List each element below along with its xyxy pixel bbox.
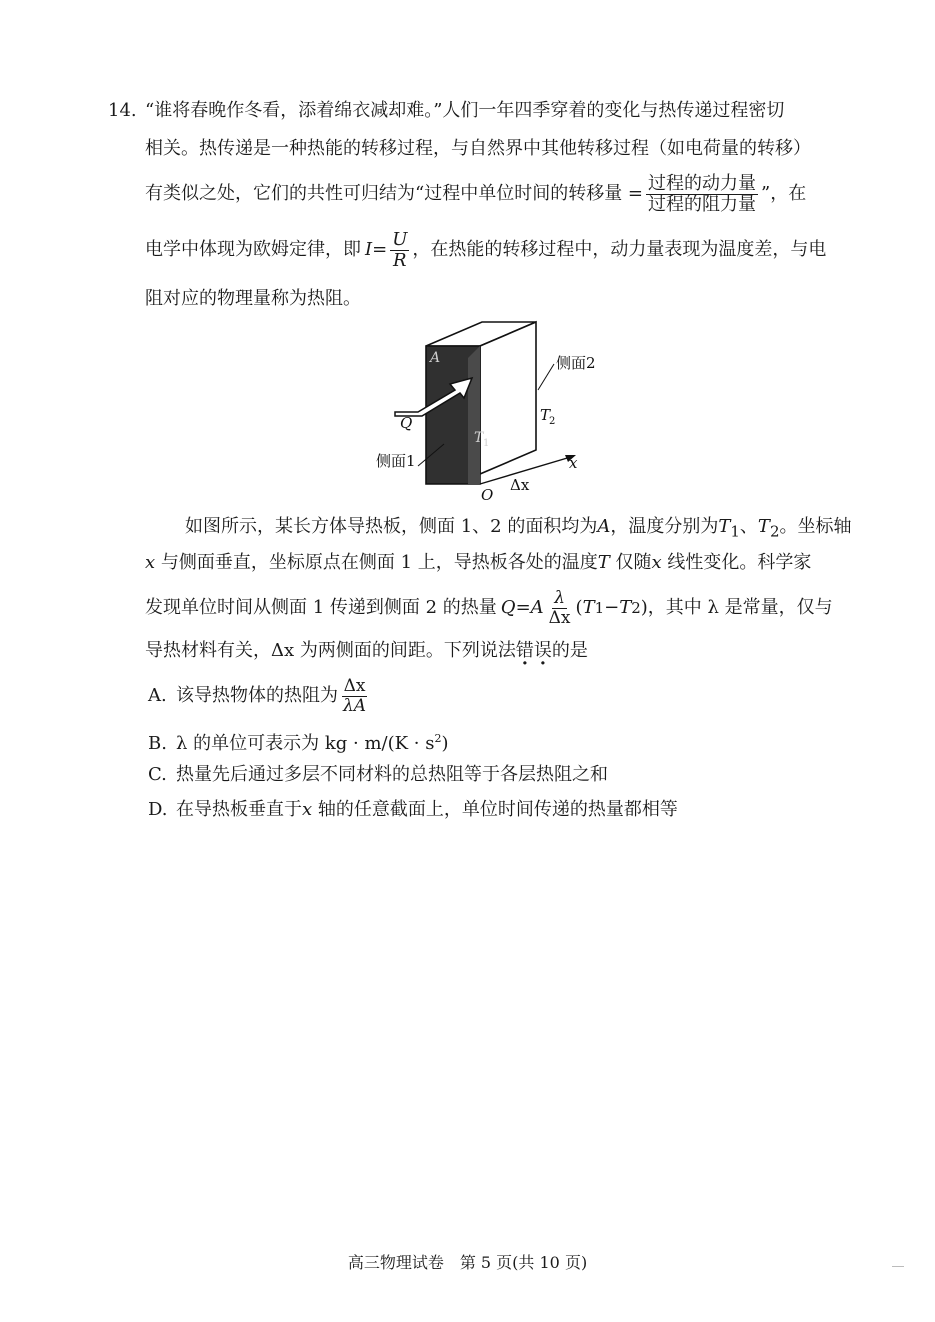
body-line-2-mid: 仅随: [609, 552, 652, 573]
intro-line-3-text: 有类似之处，它们的共性可归结为“过程中单位时间的转移量 =: [145, 183, 644, 204]
temp-T1-sub: 1: [730, 522, 740, 541]
ohm-fraction-den: R: [393, 249, 407, 271]
temp-T2: T: [757, 516, 770, 537]
body-line-1: [185, 514, 851, 545]
label-x-axis: x: [569, 454, 578, 472]
diff-T1: T: [582, 597, 595, 618]
thermal-resistance-fraction: [341, 677, 368, 716]
option-C[interactable]: [148, 762, 608, 788]
body-line-1-end: 。坐标轴: [779, 516, 852, 537]
option-A-label: A.: [148, 685, 167, 706]
option-D-x: x: [302, 799, 313, 820]
body-line-1-mid: ，温度分别为: [610, 516, 719, 537]
diff-T1-sub: 1: [594, 599, 605, 617]
heat-A: A: [530, 597, 544, 618]
temp-T1: T: [718, 516, 731, 537]
label-origin-O: O: [481, 486, 494, 504]
heat-Q: Q: [500, 597, 516, 618]
body-line-4-end: 的是: [551, 640, 588, 661]
lambda-fraction: [547, 589, 573, 628]
body-line-1-text: 如图所示，某长方体导热板，侧面 1、2 的面积均为: [185, 516, 598, 537]
label-side-1: 侧面1: [376, 452, 416, 470]
option-D-text: 在导热板垂直于: [176, 799, 302, 820]
side-2-leader: [538, 364, 554, 390]
transfer-fraction: [646, 174, 758, 215]
area-A: A: [597, 516, 611, 537]
label-T1-sub: 1: [483, 438, 490, 449]
option-A[interactable]: [148, 674, 371, 718]
minus-sign: −: [604, 597, 620, 618]
label-T1: T: [474, 430, 484, 446]
slab-edge-shade: [468, 346, 480, 484]
ohm-eq: =: [372, 239, 388, 260]
paren-open: (: [575, 597, 583, 618]
body-line-2-end: 线性变化。科学家: [661, 552, 812, 573]
intro-line-3: [145, 172, 806, 216]
ohm-fraction-num: U: [392, 228, 408, 250]
thermal-resistance-den: λA: [343, 695, 367, 716]
temp-T: T: [597, 552, 610, 573]
label-T2: T: [540, 406, 551, 424]
option-B-text: λ 的单位可表示为 kg · m/(K · s: [176, 733, 435, 754]
option-B-label: B.: [148, 733, 167, 754]
label-delta-x: Δx: [510, 476, 530, 494]
slab-side-2-face: [480, 322, 536, 474]
axis-x-2: x: [651, 552, 662, 573]
intro-line-4-text: 电学中体现为欧姆定律，即: [145, 239, 361, 260]
option-B[interactable]: [148, 726, 448, 757]
option-B-end: ): [441, 733, 449, 754]
body-line-3-text: 发现单位时间从侧面 1 传递到侧面 2 的热量: [145, 597, 497, 618]
option-C-text: 热量先后通过多层不同材料的总热阻等于各层热阻之和: [176, 764, 608, 785]
body-line-2: [145, 550, 811, 576]
transfer-fraction-den: 过程的阻力量: [648, 193, 757, 215]
lambda-fraction-den: Δx: [548, 607, 571, 628]
temp-separator: 、: [739, 516, 758, 537]
label-side-2: 侧面2: [556, 354, 596, 372]
label-A: A: [430, 350, 441, 366]
ohm-I: I: [365, 239, 373, 260]
body-line-3-end: )，其中 λ 是常量，仅与: [640, 597, 833, 618]
intro-line-2: 相关。热传递是一种热能的转移过程，与自然界中其他转移过程（如电荷量的转移）: [145, 138, 811, 159]
intro-line-5: 阻对应的物理量称为热阻。: [145, 288, 361, 309]
heat-slab-figure: [360, 318, 610, 508]
lambda-fraction-num: λ: [554, 587, 565, 608]
question-number: 14.: [108, 100, 137, 121]
transfer-fraction-num: 过程的动力量: [648, 172, 757, 194]
emphasis-cuo: 错: [515, 640, 534, 661]
scan-edge-mark: [892, 1266, 904, 1267]
heat-slab-diagram: [360, 318, 610, 508]
option-A-text: 该导热物体的热阻为: [176, 685, 338, 706]
option-D-label: D.: [148, 799, 168, 820]
label-Q: Q: [400, 414, 413, 432]
thermal-resistance-num: Δx: [343, 675, 366, 696]
body-line-4: [145, 638, 588, 664]
option-C-label: C.: [148, 764, 167, 785]
option-B-sup: 2: [434, 732, 442, 745]
body-line-3: [145, 586, 833, 630]
emphasis-wu: 误: [533, 640, 552, 661]
intro-line-4-end: ，在热能的转移过程中，动力量表现为温度差，与电: [412, 239, 827, 260]
body-line-4-text: 导热材料有关，Δx 为两侧面的间距。下列说法: [145, 640, 516, 661]
body-line-2-text: 与侧面垂直，坐标原点在侧面 1 上，导热板各处的温度: [155, 552, 598, 573]
ohm-fraction: [390, 230, 409, 271]
intro-line-3-end: ”，在: [761, 183, 807, 204]
temp-T2-sub: 2: [769, 522, 780, 541]
option-D[interactable]: [148, 797, 678, 823]
diff-T2-sub: 2: [631, 599, 641, 617]
page-footer: 高三物理试卷 第 5 页(共 10 页): [347, 1253, 588, 1272]
axis-x: x: [145, 552, 156, 573]
heat-eq: =: [515, 597, 531, 618]
diff-T2: T: [619, 597, 632, 618]
label-T2-sub: 2: [549, 416, 556, 427]
intro-line-4: [145, 228, 826, 272]
option-D-text-end: 轴的任意截面上，单位时间传递的热量都相等: [312, 799, 678, 820]
intro-line-1: “谁将春晚作冬看，添着绵衣减却难。”人们一年四季穿着的变化与热传递过程密切: [145, 100, 785, 121]
